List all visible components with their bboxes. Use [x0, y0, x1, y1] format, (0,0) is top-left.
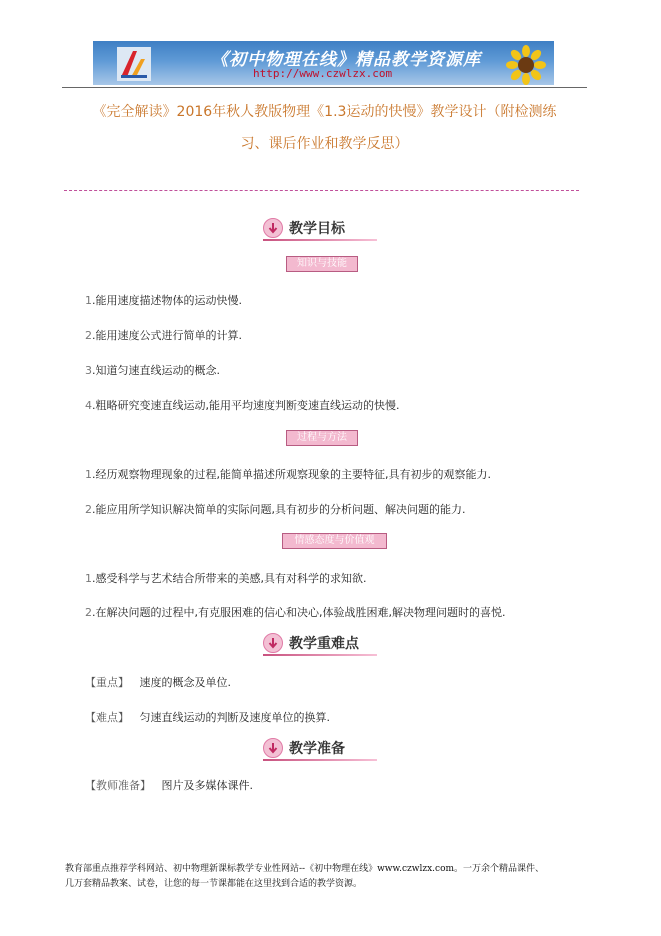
banner-title: 《初中物理在线》精品教学资源库 — [211, 50, 481, 70]
heading-underline — [263, 759, 377, 761]
section-heading-label: 教学目标 — [289, 221, 345, 237]
arrow-down-icon — [263, 633, 283, 653]
section-heading-label: 教学重难点 — [289, 636, 359, 652]
section-heading-key-points — [263, 633, 381, 655]
banner-url[interactable]: http://www.czwlzx.com — [253, 67, 393, 80]
focus-text: 速度的概念及单位. — [139, 676, 231, 689]
document-title-line-1: 《完全解读》2016年秋人教版物理《1.3运动的快慢》教学设计（附检测练 — [92, 104, 557, 120]
focus-tag: 【重点】 — [85, 676, 129, 689]
badge-knowledge: 知识与技能 — [286, 256, 358, 272]
header-banner — [93, 41, 554, 85]
list-item: 2.在解决问题的过程中,有克服困难的信心和决心,体验战胜困难,解决物理问题时的喜悦. — [85, 606, 506, 619]
dashed-divider — [64, 190, 579, 191]
teacher-tag: 【教师准备】 — [85, 779, 151, 792]
list-item: 2.能用速度公式进行简单的计算. — [85, 329, 242, 342]
header-rule — [62, 87, 587, 88]
list-item: 2.能应用所学知识解决简单的实际问题,具有初步的分析问题、解决问题的能力. — [85, 503, 466, 516]
list-item: 1.能用速度描述物体的运动快慢. — [85, 294, 242, 307]
list-item: 1.经历观察物理现象的过程,能简单描述所观察现象的主要特征,具有初步的观察能力. — [85, 468, 491, 481]
sunflower-icon — [506, 45, 546, 85]
key-point-difficulty — [85, 709, 330, 725]
difficulty-text: 匀速直线运动的判断及速度单位的换算. — [139, 711, 330, 724]
section-heading-preparation — [263, 738, 381, 760]
heading-underline — [263, 239, 377, 241]
badge-attitude: 情感态度与价值观 — [282, 533, 387, 549]
footer-line-1: 教育部重点推荐学科网站、初中物理新课标教学专业性网站--《初中物理在线》www.czwlzx.com。一万余个精品课件、 — [65, 864, 545, 874]
document-title — [62, 96, 587, 160]
list-item: 3.知道匀速直线运动的概念. — [85, 364, 220, 377]
badge-process: 过程与方法 — [286, 430, 358, 446]
footer — [65, 862, 605, 892]
site-logo-icon — [117, 47, 151, 81]
arrow-down-icon — [263, 218, 283, 238]
section-heading-label: 教学准备 — [289, 741, 345, 757]
heading-underline — [263, 654, 377, 656]
list-item: 4.粗略研究变速直线运动,能用平均速度判断变速直线运动的快慢. — [85, 399, 400, 412]
section-heading-objectives — [263, 218, 381, 240]
document-title-line-2: 习、课后作业和教学反思） — [240, 136, 409, 152]
teacher-preparation — [85, 777, 253, 793]
arrow-down-icon — [263, 738, 283, 758]
key-point-focus — [85, 674, 231, 690]
difficulty-tag: 【难点】 — [85, 711, 129, 724]
teacher-text: 图片及多媒体课件. — [161, 779, 253, 792]
list-item: 1.感受科学与艺术结合所带来的美感,具有对科学的求知欲. — [85, 572, 367, 585]
footer-line-2: 几万套精品教案、试卷，让您的每一节课都能在这里找到合适的教学资源。 — [65, 879, 363, 889]
